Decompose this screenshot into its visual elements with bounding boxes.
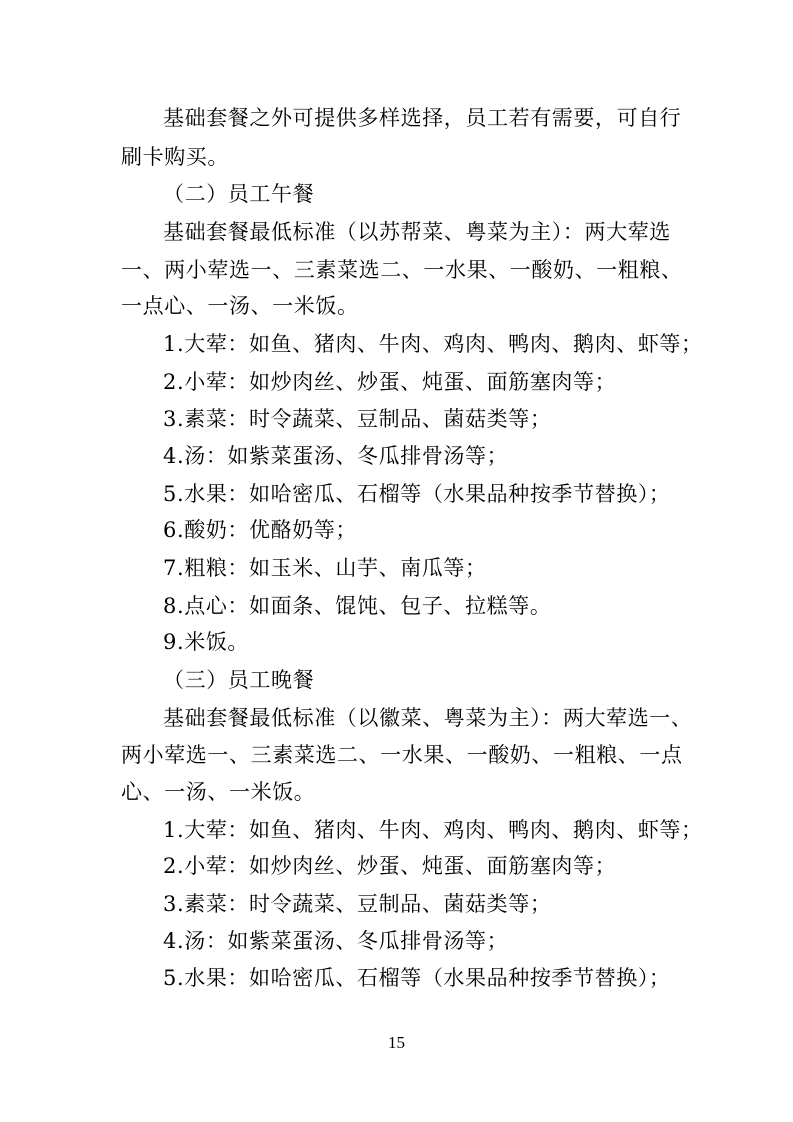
lunch-item-7: 7.粗粮：如玉米、山芋、南瓜等； [163,556,487,580]
lunch-standard-line-2: 一、两小荤选一、三素菜选二、一水果、一酸奶、一粗粮、 [121,258,683,282]
dinner-item-2: 2.小荤：如炒肉丝、炒蛋、炖蛋、面筋塞肉等； [163,854,617,878]
dinner-item-1: 1.大荤：如鱼、猪肉、牛肉、鸡肉、鸭肉、鹅肉、虾等； [163,818,703,842]
lunch-item-9: 9.米饭。 [163,630,250,654]
lunch-section-heading: （二）员工午餐 [163,182,315,206]
lunch-item-4: 4.汤：如紫菜蛋汤、冬瓜排骨汤等； [163,444,509,468]
dinner-section-heading: （三）员工晚餐 [163,668,315,692]
dinner-standard-line-3: 心、一汤、一米饭。 [121,780,316,804]
lunch-item-5: 5.水果：如哈密瓜、石榴等（水果品种按季节替换）； [163,482,671,506]
intro-paragraph-line-2: 刷卡购买。 [121,145,229,169]
lunch-standard-line-3: 一点心、一汤、一米饭。 [121,294,359,318]
dinner-item-5: 5.水果：如哈密瓜、石榴等（水果品种按季节替换）； [163,966,671,990]
dinner-item-4: 4.汤：如紫菜蛋汤、冬瓜排骨汤等； [163,929,509,953]
lunch-item-3: 3.素菜：时令蔬菜、豆制品、菌菇类等； [163,407,552,431]
page-number: 15 [388,1033,405,1052]
intro-paragraph-line-1: 基础套餐之外可提供多样选择，员工若有需要，可自行 [163,106,682,130]
lunch-item-2: 2.小荤：如炒肉丝、炒蛋、炖蛋、面筋塞肉等； [163,370,617,394]
dinner-standard-line-2: 两小荤选一、三素菜选二、一水果、一酸奶、一粗粮、一点 [121,743,683,767]
lunch-standard-line-1: 基础套餐最低标准（以苏帮菜、粤菜为主）：两大荤选 [163,220,671,244]
dinner-standard-line-1: 基础套餐最低标准（以徽菜、粤菜为主）：两大荤选一、 [163,706,693,730]
lunch-item-8: 8.点心：如面条、馄饨、包子、拉糕等。 [163,594,552,618]
lunch-item-1: 1.大荤：如鱼、猪肉、牛肉、鸡肉、鸭肉、鹅肉、虾等； [163,332,703,356]
lunch-item-6: 6.酸奶：优酪奶等； [163,518,358,542]
dinner-item-3: 3.素菜：时令蔬菜、豆制品、菌菇类等； [163,892,552,916]
